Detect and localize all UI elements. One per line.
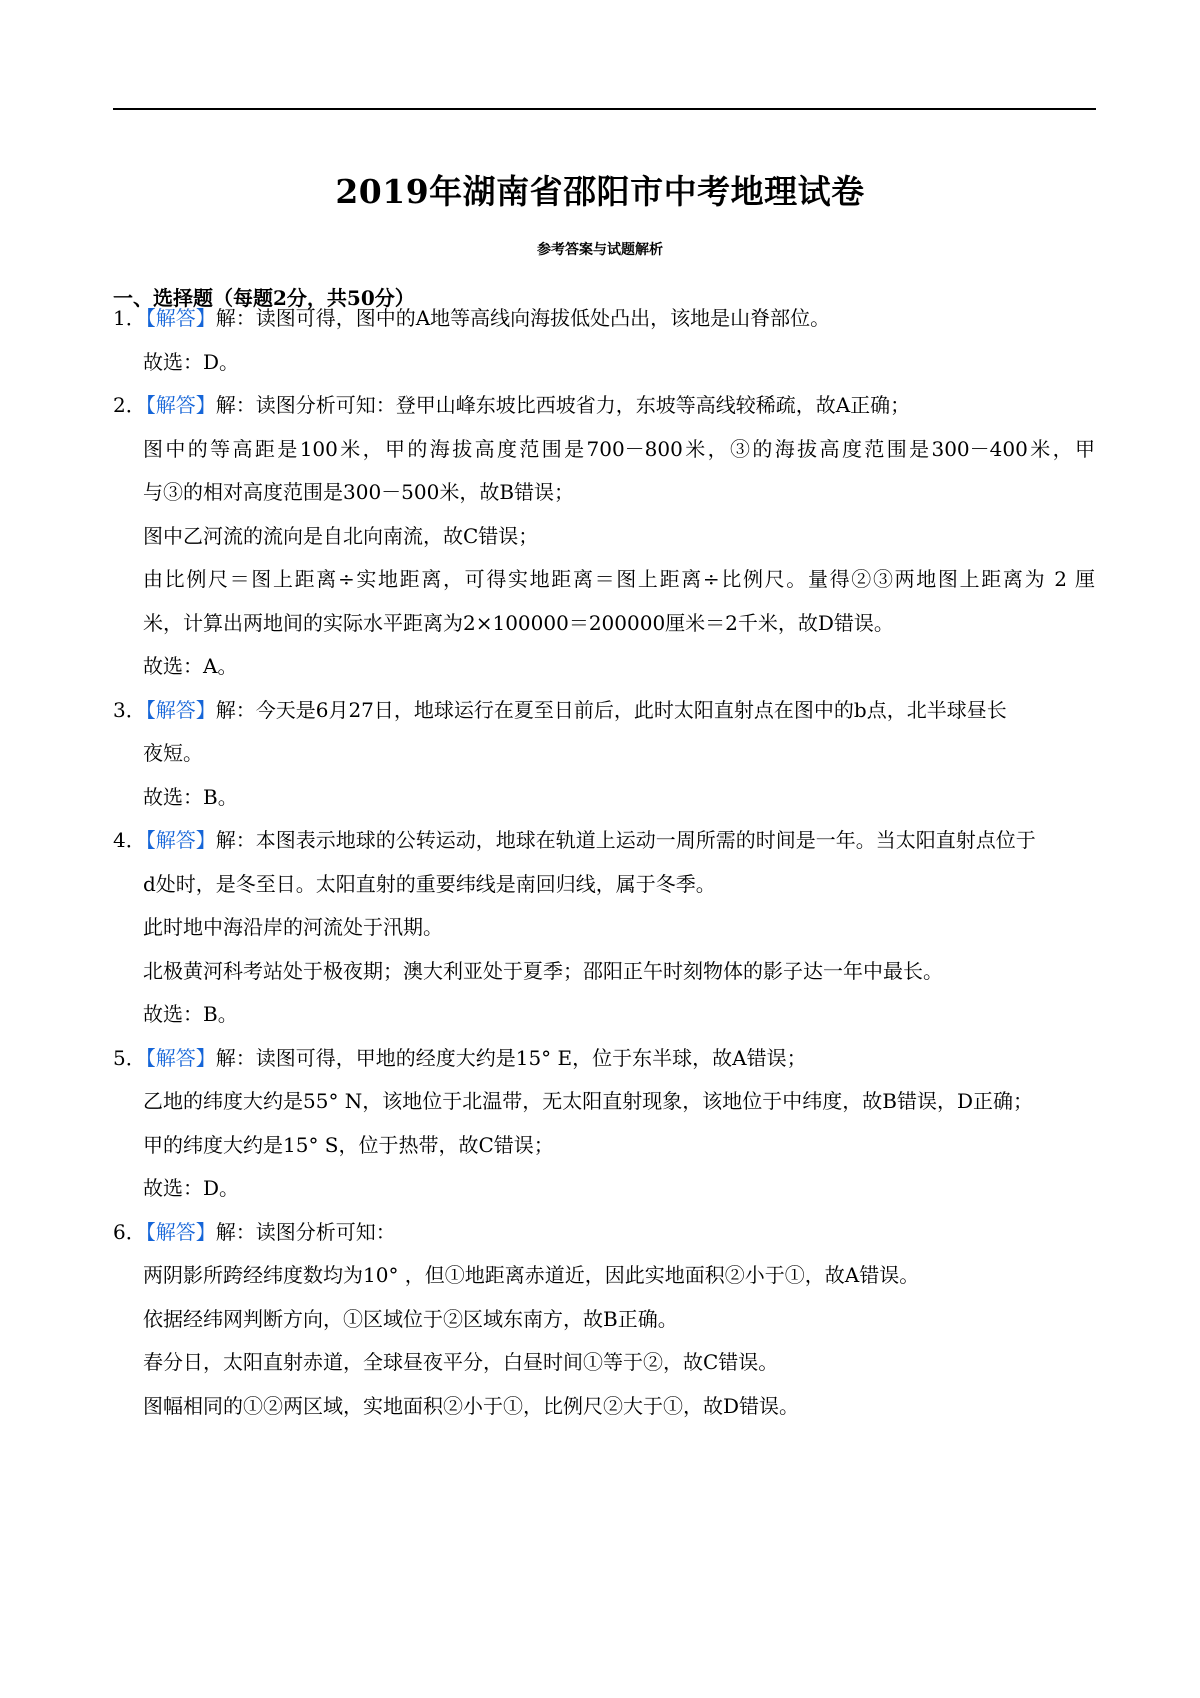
answer-line: 图幅相同的①②两区域，实地面积②小于①，比例尺②大于①，故D错误。 <box>143 1394 800 1418</box>
answer-tag: 【解答】 <box>145 306 216 330</box>
answer-tag: 【解答】 <box>145 828 216 852</box>
question-number: 3． <box>113 698 146 722</box>
question-number: 2． <box>113 393 146 417</box>
answer-line: 图中乙河流的流向是自北向南流，故C错误； <box>143 524 539 548</box>
answer-line: 两阴影所跨经纬度数均为10° ，但①地距离赤道近，因此实地面积②小于①，故A错误。 <box>143 1263 920 1287</box>
answer-line: 夜短。 <box>143 741 203 765</box>
question-3-first-line <box>113 695 1007 725</box>
answer-line: 图中的等高距是100米，甲的海拔高度范围是700－800米，③的海拔高度范围是300－400米，甲 <box>143 437 1095 461</box>
question-1-first-line <box>113 303 830 333</box>
header-rule <box>113 108 1096 110</box>
answer-line: 故选：B。 <box>143 1002 238 1026</box>
answer-line: 此时地中海沿岸的河流处于汛期。 <box>143 915 443 939</box>
question-number: 5． <box>113 1046 146 1070</box>
answer-tag: 【解答】 <box>145 698 216 722</box>
answer-line: 米，计算出两地间的实际水平距离为2×100000＝200000厘米＝2千米，故D错误。 <box>143 611 894 635</box>
answer-text: 解：读图分析可知： <box>215 1220 396 1244</box>
answer-text: 解：本图表示地球的公转运动，地球在轨道上运动一周所需的时间是一年。当太阳直射点位于 <box>215 828 1036 852</box>
answer-line: 故选：D。 <box>143 350 240 374</box>
answer-line: 故选：D。 <box>143 1176 240 1200</box>
page-title: 2019年湖南省邵阳市中考地理试卷 <box>335 172 865 211</box>
question-6-first-line <box>113 1217 396 1247</box>
question-5-first-line <box>113 1043 807 1073</box>
answer-text: 解：读图分析可知：登甲山峰东坡比西坡省力，东坡等高线较稀疏，故A正确； <box>215 393 911 417</box>
answer-tag: 【解答】 <box>145 1220 216 1244</box>
answer-line: 乙地的纬度大约是55° N，该地位于北温带，无太阳直射现象，该地位于中纬度，故B错误，D正确； <box>143 1089 1034 1113</box>
question-number: 1． <box>113 306 146 330</box>
answer-text: 解：今天是6月27日，地球运行在夏至日前后，此时太阳直射点在图中的b点，北半球昼长 <box>215 698 1007 722</box>
question-2-first-line <box>113 390 910 420</box>
question-number: 4． <box>113 828 146 852</box>
answer-line: 依据经纬网判断方向，①区域位于②区域东南方，故B正确。 <box>143 1307 678 1331</box>
answer-line: 北极黄河科考站处于极夜期；澳大利亚处于夏季；邵阳正午时刻物体的影子达一年中最长。 <box>143 959 943 983</box>
question-number: 6． <box>113 1220 146 1244</box>
section-heading: 一、选择题（每题2分，共50分） <box>113 286 415 310</box>
answer-line: 与③的相对高度范围是300－500米，故B错误； <box>143 480 575 504</box>
answer-text: 解：读图可得，图中的A地等高线向海拔低处凸出，该地是山脊部位。 <box>215 306 831 330</box>
answer-tag: 【解答】 <box>145 393 216 417</box>
answer-line: 故选：A。 <box>143 654 238 678</box>
answer-tag: 【解答】 <box>145 1046 216 1070</box>
answer-line: 甲的纬度大约是15° S，位于热带，故C错误； <box>143 1133 554 1157</box>
answer-line: 故选：B。 <box>143 785 238 809</box>
answer-line: d处时，是冬至日。太阳直射的重要纬线是南回归线，属于冬季。 <box>143 872 716 896</box>
answer-text: 解：读图可得，甲地的经度大约是15° E，位于东半球，故A错误； <box>215 1046 807 1070</box>
question-4-first-line <box>113 825 1036 855</box>
answer-line: 由比例尺＝图上距离÷实地距离，可得实地距离＝图上距离÷比例尺。量得②③两地图上距离为 2 厘 <box>143 567 1095 591</box>
page-subtitle: 参考答案与试题解析 <box>537 242 663 258</box>
answer-line: 春分日，太阳直射赤道，全球昼夜平分，白昼时间①等于②，故C错误。 <box>143 1350 779 1374</box>
